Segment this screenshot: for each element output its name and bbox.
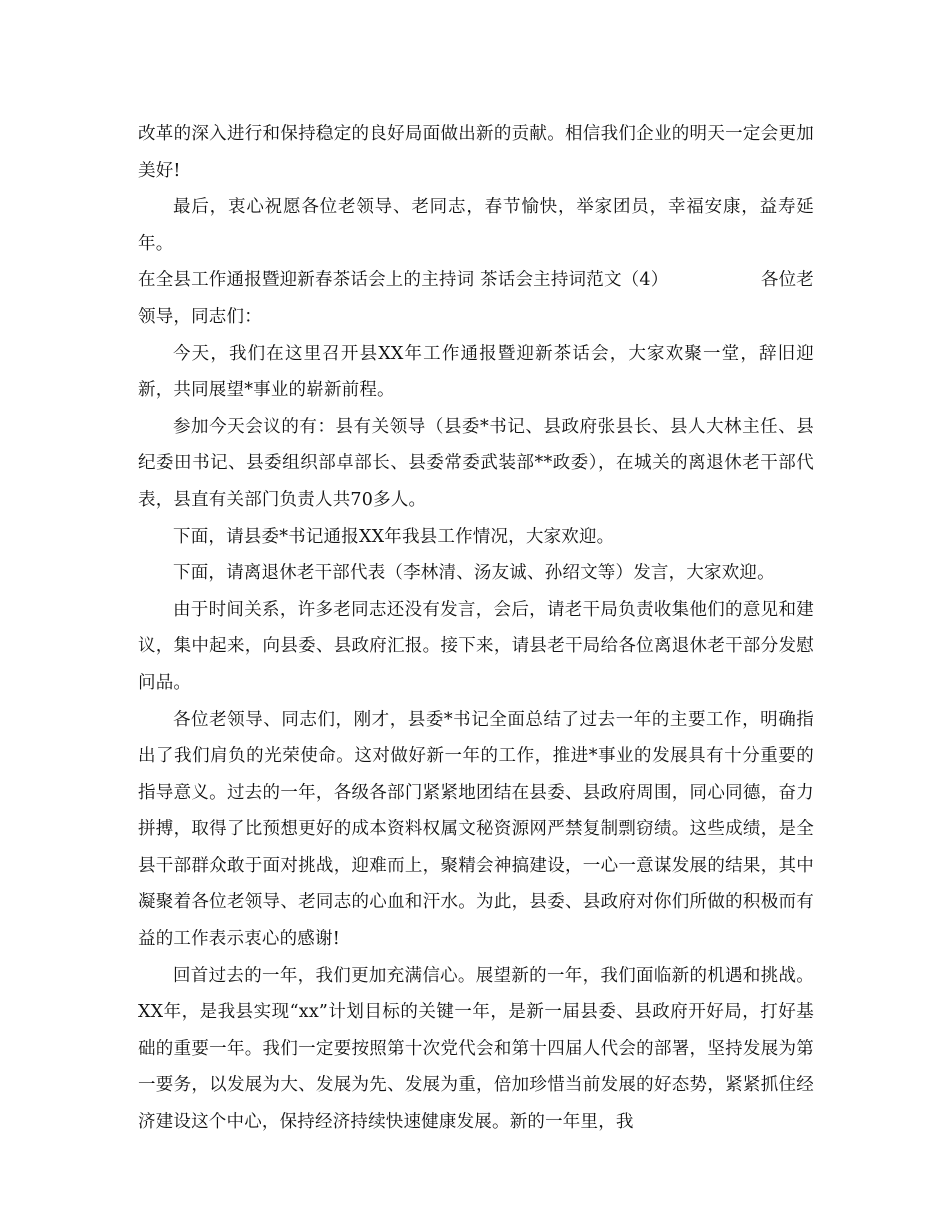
paragraph: 各位老领导、同志们，刚才，县委*书记全面总结了过去一年的主要工作，明确指出了我们肩负的光荣使命。这对做好新一年的工作，推进*事业的发展具有十分重要的指导意义。过去的一年，各级各部门紧紧地团结在县委、县政府周围，同心同德，奋力拼搏，取得了比预想更好的成本资料权属文秘资源网严禁复制剽窃绩。这些成绩，是全县干部群众敢于面对挑战，迎难而上，聚精会神搞建设，一心一意谋发展的结果，其中凝聚着各位老领导、老同志的心血和汗水。为此，县委、县政府对你们所做的积极而有益的工作表示衷心的感谢!: [138, 709, 814, 950]
paragraph: 最后，衷心祝愿各位老领导、老同志，春节愉快，举家团员，幸福安康，益寿延年。: [138, 197, 814, 254]
paragraph: 下面，请离退休老干部代表（李林清、汤友诚、孙绍文等）发言，大家欢迎。: [173, 563, 775, 584]
paragraph: 下面，请县委*书记通报XX年我县工作情况，大家欢迎。: [173, 526, 615, 547]
paragraph: 参加今天会议的有：县有关领导（县委*书记、县政府张县长、县人大林主任、县纪委田书记、县委组织部卓部长、县委常委武装部**政委），在城关的离退休老干部代表，县直有关部门负责人共70多人。: [138, 416, 814, 510]
section-title: [138, 262, 814, 299]
paragraph: 今天，我们在这里召开县XX年工作通报暨迎新茶话会，大家欢聚一堂，辞旧迎新，共同展望*事业的崭新前程。: [138, 343, 814, 401]
paragraph: 由于时间关系，许多老同志还没有发言，会后，请老干局负责收集他们的意见和建议，集中起来，向县委、县政府汇报。接下来，请县老干局给各位离退休老干部分发慰问品。: [138, 599, 814, 693]
paragraph: 改革的深入进行和保持稳定的良好局面做出新的贡献。相信我们企业的明天一定会更加美好!: [138, 124, 814, 181]
salutation-start: 各位老: [760, 270, 814, 291]
paragraph: 回首过去的一年，我们更加充满信心。展望新的一年，我们面临新的机遇和挑战。XX年，是我县实现“xx”计划目标的关键一年，是新一届县委、县政府开好局，打好基础的重要一年。我们一定要按照第十次党代会和第十四届人代会的部署，坚持发展为第一要务，以发展为大、发展为先、发展为重，倍加珍惜当前发展的好态势，紧紧抓住经济建设这个中心，保持经济持续快速健康发展。新的一年里，我: [138, 965, 814, 1133]
document-body: [138, 116, 814, 1141]
section-title-text: 在全县工作通报暨迎新春茶话会上的主持词 茶话会主持词范文（4）: [138, 270, 669, 291]
salutation: 领导，同志们：: [138, 306, 262, 327]
